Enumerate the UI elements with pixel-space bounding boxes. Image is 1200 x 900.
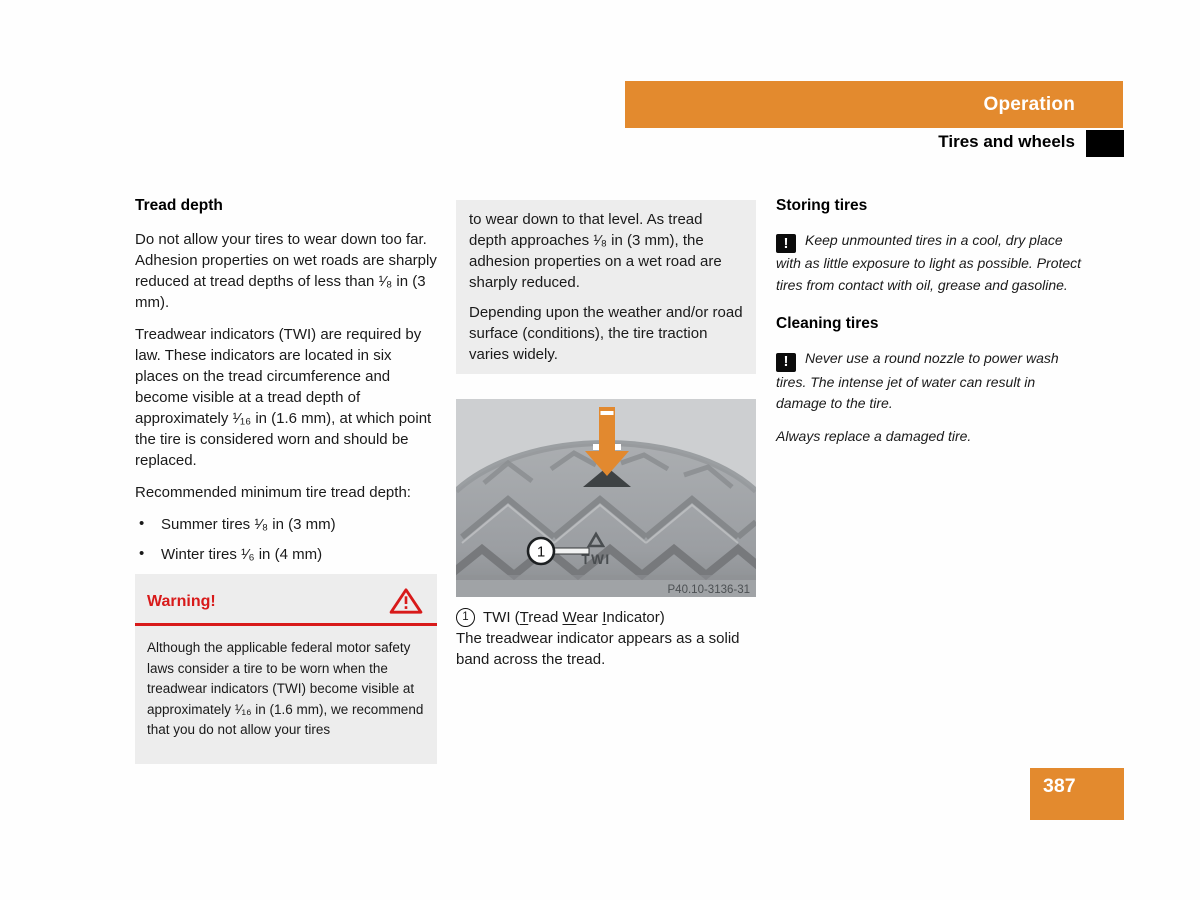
header-black-square <box>1086 130 1124 157</box>
warning-body: Although the applicable federal motor safety laws consider a tire to be worn when the treadwear indicators (TWI) become visible at approximately ¹⁄₁₆ in (1.6 mm), we recommend that you do not allow your tires <box>147 640 424 737</box>
tread-depth-para-1: Do not allow your tires to wear down too far. Adhesion properties on wet roads are sharply reduced at tread depths of less than ¹⁄₈ in (3 mm). <box>135 231 437 311</box>
column-figure <box>456 200 756 681</box>
subsection-title: Tires and wheels <box>938 132 1075 151</box>
cleaning-tires-note <box>776 348 1082 414</box>
list-item <box>135 544 437 565</box>
tread-depth-heading: Tread depth <box>135 197 223 214</box>
section-header-bar <box>625 81 1123 128</box>
note-exclamation-icon: ! <box>776 234 796 253</box>
tire-tread-illustration <box>456 399 756 597</box>
warning-continuation-box <box>456 200 756 374</box>
figure-marker-number: 1 <box>536 543 546 561</box>
warning-header <box>135 574 437 623</box>
note-exclamation-icon: ! <box>776 353 796 372</box>
figure-part-code: P40.10-3136-31 <box>667 584 750 596</box>
list-item <box>135 514 437 535</box>
warning-title: Warning! <box>147 592 216 610</box>
figure-caption <box>456 607 756 628</box>
bullet-icon: • <box>139 515 145 532</box>
tire-tread-figure <box>456 399 756 597</box>
section-title: Operation <box>983 93 1075 115</box>
caption-text-run: TWI (Tread Wear Indicator) <box>483 609 665 626</box>
storing-tires-text: Keep unmounted tires in a cool, dry place with as little exposure to light as possible. Protect tires from contact with oil, grease and gasoline. <box>776 232 1082 293</box>
warning-continuation-para-2: Depending upon the weather and/or road surface (conditions), the tire traction varies widely. <box>469 304 743 363</box>
warning-triangle-icon <box>389 587 423 615</box>
column-storing-cleaning <box>776 196 1082 458</box>
warning-continuation-para-1: to wear down to that level. As tread depth approaches ¹⁄₈ in (3 mm), the adhesion properties on a wet road are sharply reduced. <box>469 211 722 291</box>
tread-depth-para-2: Treadwear indicators (TWI) are required by law. These indicators are located in six places on the tread circumference and become visible at a tread depth of approximately ¹⁄₁₆ in (1.6 mm), at which point the tire is considered worn and should be replaced. <box>135 326 432 469</box>
column-tread-depth <box>135 196 437 764</box>
replace-tire-text: Always replace a damaged tire. <box>776 427 972 444</box>
page-number: 387 <box>1043 775 1076 797</box>
bullet-icon: • <box>139 545 145 562</box>
storing-tires-note <box>776 230 1082 296</box>
bullet-text: Winter tires ¹⁄₆ in (4 mm) <box>161 546 323 563</box>
warning-box <box>135 574 437 764</box>
cleaning-tires-heading: Cleaning tires <box>776 315 879 333</box>
tread-depth-bullet-list <box>135 514 437 565</box>
bullet-text: Summer tires ¹⁄₈ in (3 mm) <box>161 516 336 533</box>
caption-marker-circle: 1 <box>456 608 475 627</box>
figure-description: The treadwear indicator appears as a solid band across the tread. <box>456 630 740 668</box>
twi-embossed-label: TWI <box>581 552 611 567</box>
tread-depth-para-3: Recommended minimum tire tread depth: <box>135 484 411 501</box>
cleaning-tires-text: Never use a round nozzle to power wash tires. The intense jet of water can result in damage to the tire. <box>776 350 1059 411</box>
storing-tires-heading: Storing tires <box>776 197 868 214</box>
page-number-box <box>1030 768 1124 820</box>
